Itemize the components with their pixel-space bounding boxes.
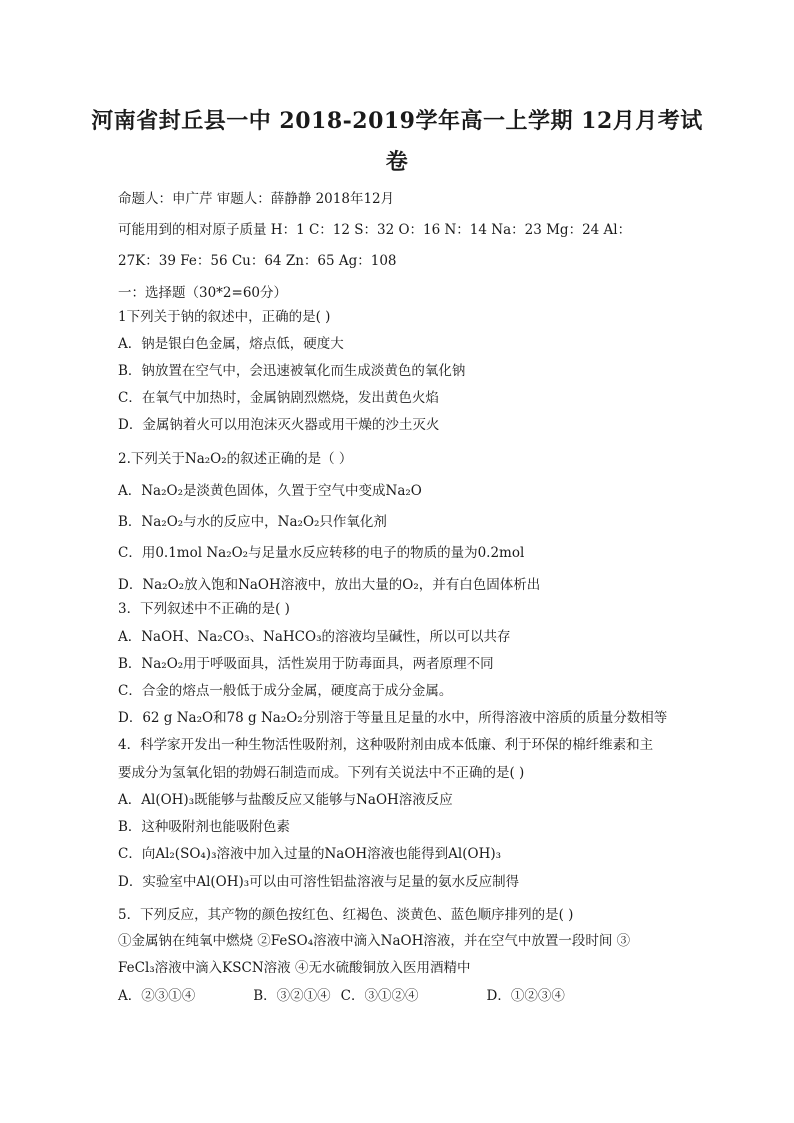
q1-option-c: C．在氧气中加热时，金属钠剧烈燃烧，发出黄色火焰 bbox=[118, 390, 439, 406]
q4-stem-line2: 要成分为氢氧化铝的勃姆石制造而成。下列有关说法中不正确的是( ) bbox=[118, 765, 525, 781]
q5-stem: 5．下列反应，其产物的颜色按红色、红褐色、淡黄色、蓝色顺序排列的是( ) bbox=[118, 907, 574, 923]
q2-option-d: D．Na₂O₂放入饱和NaOH溶液中，放出大量的O₂，并有白色固体析出 bbox=[118, 577, 541, 593]
page-title-line1: 河南省封丘县一中 2018-2019学年高一上学期 12月月考试 bbox=[91, 108, 703, 134]
q2-stem: 2.下列关于Na₂O₂的叙述正确的是（ ） bbox=[118, 451, 353, 467]
q4-stem-line1: 4．科学家开发出一种生物活性吸附剂，这种吸附剂由成本低廉、利于环保的棉纤维素和主 bbox=[118, 737, 654, 753]
q5-option-d: D．①②③④ bbox=[486, 988, 565, 1004]
atomic-masses-line2: 27K：39 Fe：56 Cu：64 Zn：65 Ag：108 bbox=[118, 253, 397, 269]
q1-option-d: D．金属钠着火可以用泡沫灭火器或用干燥的沙土灭火 bbox=[118, 417, 440, 433]
q5-option-a: A．②③①④ bbox=[118, 988, 196, 1004]
q4-option-a: A．Al(OH)₃既能够与盐酸反应又能够与NaOH溶液反应 bbox=[118, 792, 453, 808]
q3-option-b: B．Na₂O₂用于呼吸面具，活性炭用于防毒面具，两者原理不同 bbox=[118, 656, 494, 672]
atomic-masses-line1: 可能用到的相对原子质量 H：1 C：12 S：32 O：16 N：14 Na：23 Mg：24 Al： bbox=[118, 222, 632, 238]
q5-item-line1: ①金属钠在纯氧中燃烧 ②FeSO₄溶液中滴入NaOH溶液，并在空气中放置一段时间 ③ bbox=[118, 933, 631, 949]
q3-option-c: C．合金的熔点一般低于成分金属，硬度高于成分金属。 bbox=[118, 683, 453, 699]
page-title-line2: 卷 bbox=[385, 149, 409, 175]
q5-options bbox=[118, 984, 565, 1004]
section-heading: 一：选择题（30*2=60分） bbox=[118, 285, 288, 301]
q3-option-d: D．62 g Na₂O和78 g Na₂O₂分别溶于等量且足量的水中，所得溶液中溶质的质量分数相等 bbox=[118, 710, 668, 726]
q1-stem: 1下列关于钠的叙述中，正确的是( ) bbox=[118, 309, 331, 325]
q1-option-b: B．钠放置在空气中，会迅速被氧化而生成淡黄色的氧化钠 bbox=[118, 363, 466, 379]
q2-option-a: A．Na₂O₂是淡黄色固体，久置于空气中变成Na₂O bbox=[118, 483, 422, 499]
q5-option-c: C．③①②④ bbox=[340, 988, 419, 1004]
q4-option-d: D．实验室中Al(OH)₃可以由可溶性铝盐溶液与足量的氨水反应制得 bbox=[118, 874, 520, 890]
q5-item-line2: FeCl₃溶液中滴入KSCN溶液 ④无水硫酸铜放入医用酒精中 bbox=[118, 960, 471, 976]
q4-option-b: B．这种吸附剂也能吸附色素 bbox=[118, 819, 290, 835]
authors-line: 命题人：申广芹 审题人：薛静静 2018年12月 bbox=[118, 191, 395, 207]
q2-option-c: C．用0.1mol Na₂O₂与足量水反应转移的电子的物质的量为0.2mol bbox=[118, 545, 525, 561]
q1-option-a: A．钠是银白色金属，熔点低，硬度大 bbox=[118, 336, 344, 352]
q4-option-c: C．向Al₂(SO₄)₃溶液中加入过量的NaOH溶液也能得到Al(OH)₃ bbox=[118, 846, 502, 862]
q5-option-b: B．③②①④ bbox=[253, 988, 331, 1004]
q2-option-b: B．Na₂O₂与水的反应中，Na₂O₂只作氧化剂 bbox=[118, 514, 387, 530]
q3-stem: 3．下列叙述中不正确的是( ) bbox=[118, 601, 290, 617]
q3-option-a: A．NaOH、Na₂CO₃、NaHCO₃的溶液均呈碱性，所以可以共存 bbox=[118, 629, 511, 645]
